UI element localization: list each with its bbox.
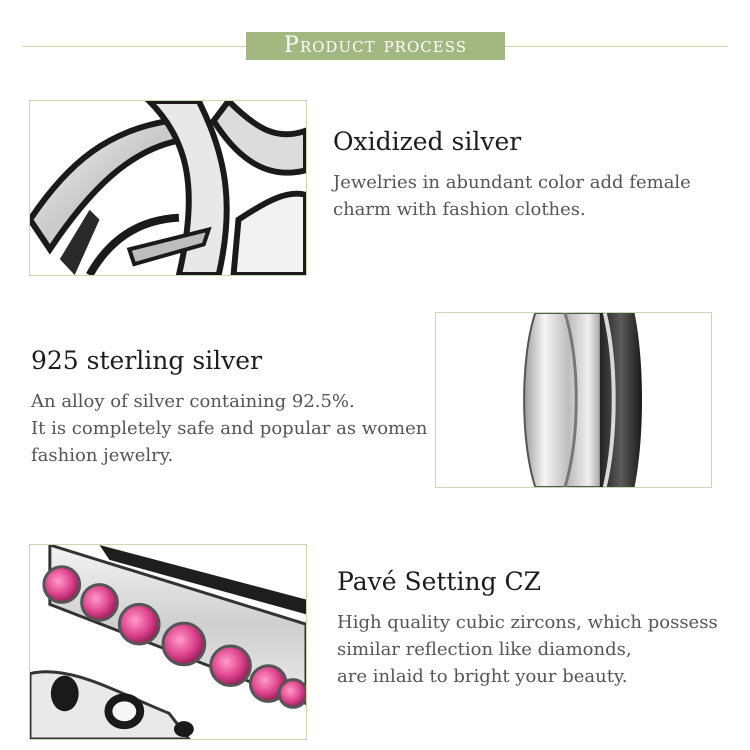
desc-line: charm with fashion clothes. (333, 199, 586, 220)
desc-line: An alloy of silver containing 92.5%. (31, 391, 355, 412)
section-desc-pave (337, 609, 718, 690)
oxidized-silver-image (29, 100, 307, 276)
pave-setting-image (29, 544, 307, 740)
desc-line: are inlaid to bright your beauty. (337, 666, 628, 687)
section-desc-oxidized (333, 169, 691, 223)
desc-line: fashion jewelry. (31, 445, 174, 466)
desc-line: High quality cubic zircons, which possess (337, 612, 718, 633)
sterling-silver-image (435, 312, 712, 488)
section-desc-sterling (31, 388, 427, 469)
section-title-pave: Pavé Setting CZ (337, 567, 542, 596)
section-title-sterling: 925 sterling silver (31, 346, 263, 375)
desc-line: Jewelries in abundant color add female (333, 172, 691, 193)
section-title-oxidized: Oxidized silver (333, 127, 522, 156)
section-header: Product process (246, 32, 505, 60)
desc-line: similar reflection like diamonds, (337, 639, 632, 660)
header-divider-right (505, 46, 728, 47)
desc-line: It is completely safe and popular as women (31, 418, 428, 439)
header-divider-left (22, 46, 246, 47)
